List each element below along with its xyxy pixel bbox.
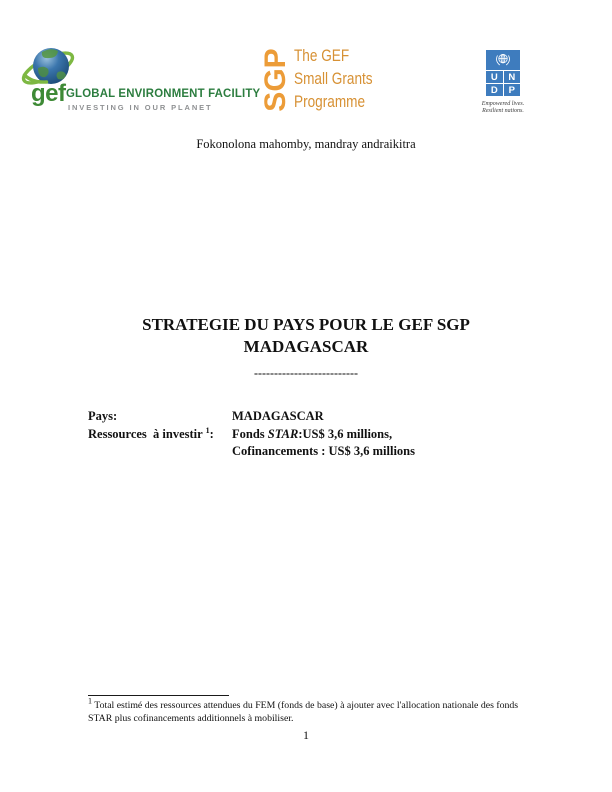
sgp-text-line1: The GEF (294, 46, 350, 65)
undp-logo (486, 50, 520, 96)
footnote (88, 696, 538, 725)
document-title-line2: MADAGASCAR (243, 337, 369, 356)
gef-logo-tagline: INVESTING IN OUR PLANET (68, 103, 213, 112)
fonds-star-value (232, 427, 392, 442)
pays-value: MADAGASCAR (232, 409, 324, 423)
sgp-text-line3: Programme (294, 92, 366, 111)
ressources-label-text: Ressources à investir (88, 426, 206, 441)
fonds-value-prefix: Fonds (232, 426, 268, 441)
cofinancements-value: Cofinancements : US$ 3,6 millions (232, 444, 415, 458)
fonds-value-suffix: :US$ 3,6 millions, (298, 426, 393, 441)
undp-letter-p: P (504, 84, 521, 96)
title-divider-dashes: -------------------------- (254, 366, 358, 380)
sgp-vertical-wordmark: SGP (259, 48, 292, 112)
gef-wordmark: gef (31, 80, 66, 107)
un-emblem-icon (486, 50, 520, 70)
document-title (56, 314, 556, 358)
sgp-text-line2: Small Grants (294, 69, 373, 88)
undp-tagline (462, 101, 544, 115)
footnote-text-line1: Total estimé des ressources attendues du FEM (fonds de base) à ajouter avec l'allocation nationale des fonds (92, 700, 519, 711)
ressources-label (88, 427, 214, 442)
info-row-pays (88, 409, 528, 427)
pays-label: Pays: (88, 409, 118, 423)
footnote-separator (88, 695, 229, 696)
info-row-cofinancements (88, 444, 528, 462)
footnote-marker: 1 (88, 696, 92, 706)
undp-letter-u: U (486, 71, 503, 83)
sgp-logo-text (294, 44, 373, 113)
footnote-reference-mark: 1 (205, 425, 210, 435)
info-block (88, 409, 528, 462)
ressources-label-colon: : (209, 426, 214, 441)
fonds-star-word: STAR (267, 426, 299, 441)
footnote-text-line2: STAR plus cofinancements additionnels à mobiliser. (88, 713, 294, 724)
page-number: 1 (303, 728, 309, 742)
undp-tagline-line1: Empowered lives. (481, 101, 525, 107)
document-title-line1: STRATEGIE DU PAYS POUR LE GEF SGP (142, 315, 470, 334)
gef-logo-title: GLOBAL ENVIRONMENT FACILITY (66, 86, 261, 100)
undp-letter-n: N (504, 71, 521, 83)
undp-tagline-line2: Resilient nations. (482, 108, 524, 114)
motto-line: Fokonolona mahomby, mandray andraikitra (196, 137, 416, 151)
undp-letter-d: D (486, 84, 503, 96)
info-row-ressources (88, 427, 528, 445)
